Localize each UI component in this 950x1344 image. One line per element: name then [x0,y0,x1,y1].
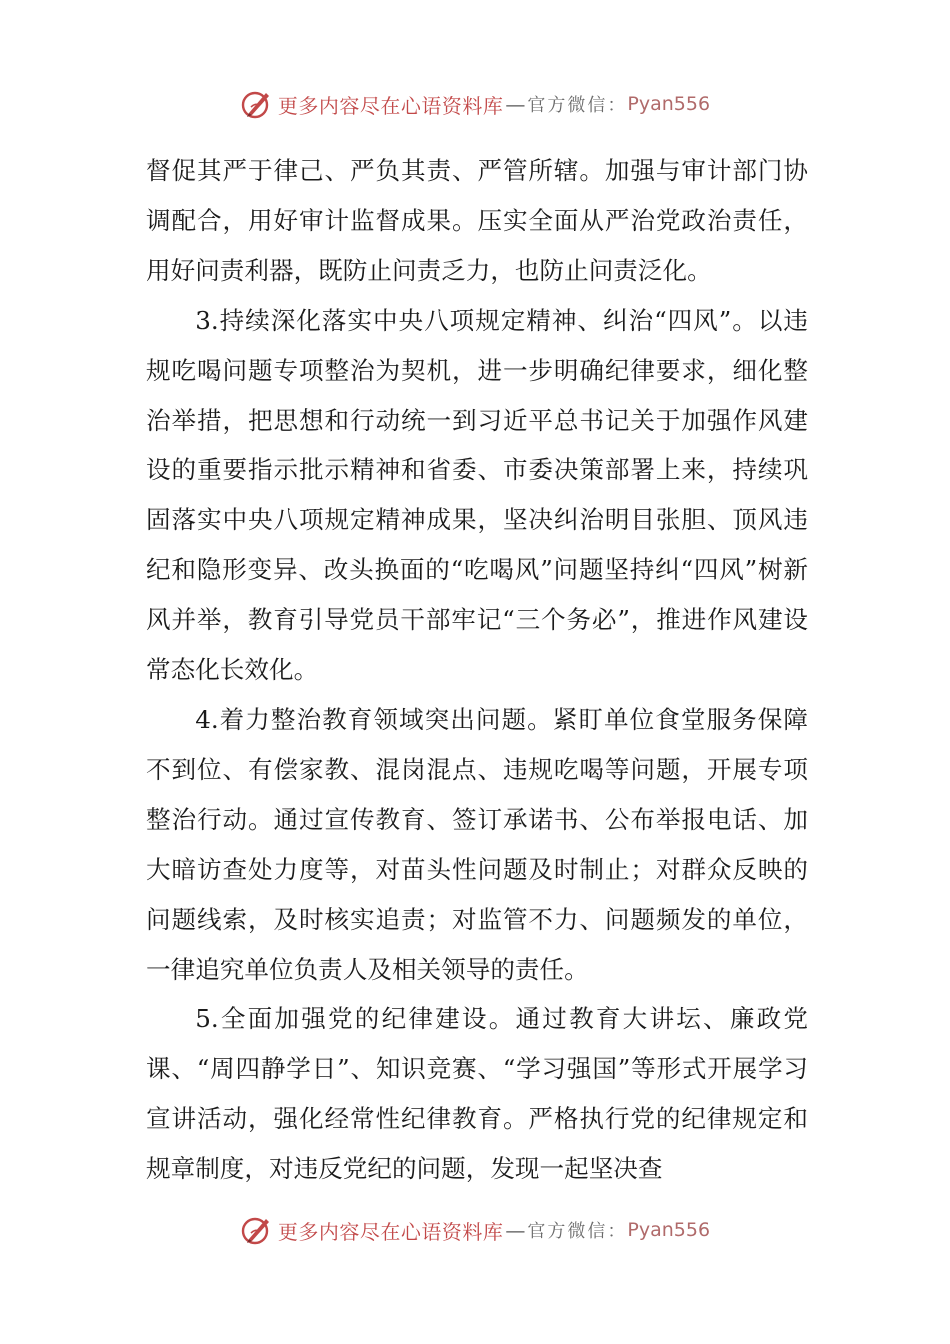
watermark-wechat-id: Pyan556 [627,93,711,115]
watermark-wechat-label: 官方微信： [527,1221,628,1242]
paragraph-2: 3.持续深化落实中央八项规定精神、纠治“四风”。以违规吃喝问题专项整治为契机，进一步明确纪律要求，细化整治举措，把思想和行动统一到习近平总书记关于加强作风建设的重要指示批示精神和省委、市委决策部署上来，持续巩固落实中央八项规定精神成果，坚决纠治明目张胆、顶风违纪和隐形变异、改头换面的“吃喝风”问题坚持纠“四风”树新风并举，教育引导党员干部牢记“三个务必”，推进作风建设常态化长效化。 [146,305,808,685]
document-body [146,146,808,1194]
watermark-wechat-id: Pyan556 [627,1219,711,1241]
watermark-dash: — [505,1218,526,1242]
watermark-banner-top [0,84,950,124]
pen-logo-icon [240,1213,274,1247]
pen-logo-icon [240,87,274,121]
watermark-banner-bottom [0,1210,950,1250]
watermark-dash: — [505,92,526,116]
watermark-wechat-label: 官方微信： [527,95,628,116]
paragraph-4: 5.全面加强党的纪律建设。通过教育大讲坛、廉政党课、“周四静学日”、知识竞赛、“学习强国”等形式开展学习宣讲活动，强化经常性纪律教育。严格执行党的纪律规定和规章制度，对违反党纪的问题，发现一起坚决查 [146,1004,808,1184]
watermark-text: 更多内容尽在心语资料库 [277,93,504,118]
paragraph-3: 4.着力整治教育领域突出问题。紧盯单位食堂服务保障不到位、有偿家教、混岗混点、违规吃喝等问题，开展专项整治行动。通过宣传教育、签订承诺书、公布举报电话、加大暗访查处力度等，对苗头性问题及时制止；对群众反映的问题线索，及时核实追责；对监管不力、问题频发的单位，一律追究单位负责人及相关领导的责任。 [146,704,808,984]
watermark-text: 更多内容尽在心语资料库 [277,1219,504,1244]
paragraph-1: 督促其严于律己、严负其责、严管所辖。加强与审计部门协调配合，用好审计监督成果。压实全面从严治党政治责任，用好问责利器，既防止问责乏力，也防止问责泛化。 [146,156,808,285]
